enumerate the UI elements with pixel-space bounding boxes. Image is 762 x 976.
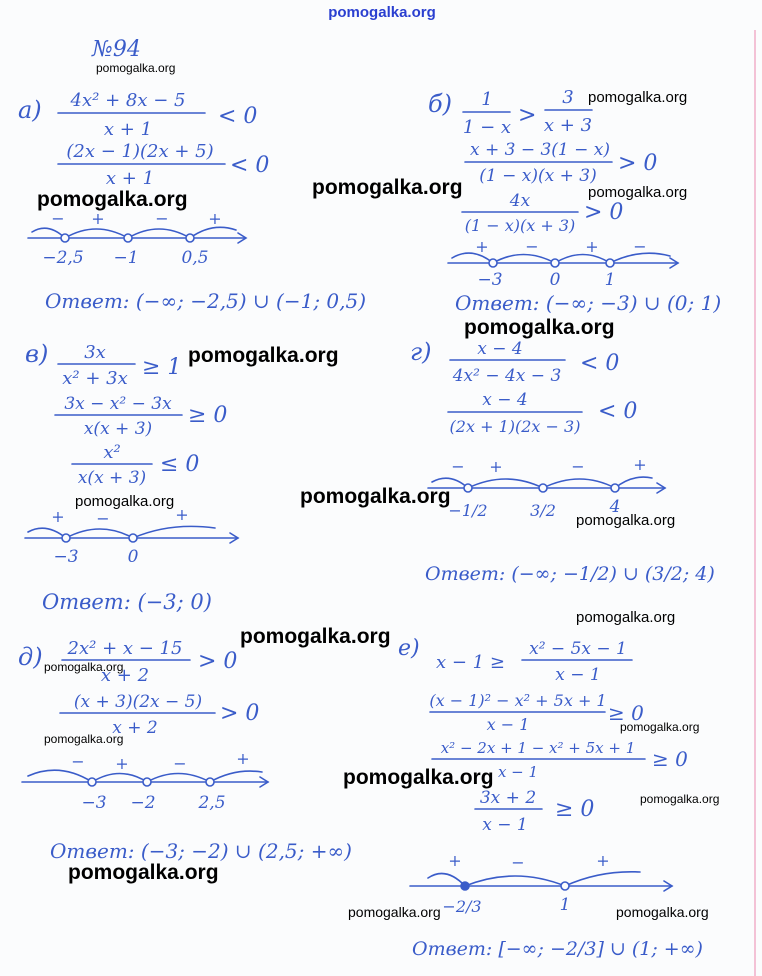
problem-number: №94 [92, 37, 141, 62]
answer: Ответ: (−∞; −2,5) ∪ (−1; 0,5) [45, 289, 367, 313]
part-label: г) [410, 338, 432, 366]
sign: + [115, 754, 129, 773]
number-line [22, 749, 268, 813]
watermark: pomogalka.org [343, 766, 494, 789]
sign: − [173, 754, 187, 773]
watermark: pomogalka.org [576, 609, 676, 626]
relation: ≥ 1 [142, 355, 182, 380]
watermark: pomogalka.org [588, 89, 688, 106]
numerator: 4x² + 8x − 5 [70, 90, 186, 111]
part-v [25, 340, 238, 614]
relation: ≥ 0 [652, 747, 688, 771]
denominator: (1 − x)(x + 3) [464, 216, 576, 235]
sign: + [51, 507, 65, 526]
watermark: pomogalka.org [312, 176, 463, 199]
watermark: pomogalka.org [44, 732, 124, 746]
point-label: −2/3 [442, 897, 482, 916]
point-label: −2 [130, 793, 156, 813]
sign: − [155, 209, 169, 228]
point-label: 0,5 [181, 248, 209, 268]
watermark: pomogalka.org [75, 493, 175, 510]
watermark: pomogalka.org [464, 316, 615, 339]
sign: + [448, 851, 462, 870]
sign: + [91, 209, 105, 228]
denominator: x − 1 [497, 763, 539, 781]
watermark: pomogalka.org [37, 188, 188, 211]
point-label: 0 [127, 547, 139, 567]
numerator: x − 4 [477, 339, 523, 359]
numerator: 1 [481, 89, 493, 110]
denominator: 1 − x [462, 117, 512, 138]
relation: > [518, 103, 537, 128]
part-label: в) [25, 340, 49, 368]
denominator: x(x + 3) [77, 468, 147, 488]
denominator: x + 3 [543, 115, 593, 136]
answer: Ответ: (−∞; −3) ∪ (0; 1) [455, 291, 722, 315]
sign: − [525, 237, 539, 256]
watermark: pomogalka.org [616, 904, 709, 920]
denominator: x(x + 3) [83, 419, 153, 439]
answer: Ответ: [−∞; −2/3] ∪ (1; +∞) [412, 938, 703, 960]
numerator: x² − 2x + 1 − x² + 5x + 1 [440, 739, 636, 757]
point-label: 4 [609, 497, 621, 517]
point-label: −1 [113, 248, 139, 268]
sign: + [175, 505, 189, 524]
relation: ≥ 0 [188, 403, 228, 428]
part-label: б) [428, 90, 453, 118]
relation: < 0 [218, 104, 258, 129]
watermark: pomogalka.org [44, 660, 124, 674]
numerator: 3 [562, 87, 574, 108]
denominator: x − 1 [482, 815, 528, 835]
part-b [428, 87, 721, 315]
sign: − [451, 457, 465, 476]
lhs: x − 1 ≥ [436, 652, 505, 673]
watermark: pomogalka.org [68, 861, 219, 884]
relation: > 0 [584, 200, 624, 225]
numerator: (x − 1)² − x² + 5x + 1 [429, 691, 607, 710]
number-line [28, 209, 246, 268]
point-label: −3 [53, 547, 79, 567]
numerator: 3x − x² − 3x [64, 394, 172, 414]
denominator: (1 − x)(x + 3) [479, 166, 597, 186]
part-label: а) [18, 96, 42, 124]
denominator: x + 2 [100, 665, 150, 686]
denominator: 4x² − 4x − 3 [452, 366, 562, 386]
sign: + [208, 209, 222, 228]
sign: − [96, 509, 110, 528]
relation: < 0 [230, 153, 270, 178]
numerator: 2x² + x − 15 [67, 638, 183, 659]
denominator: x + 1 [105, 168, 155, 189]
sign: − [71, 752, 85, 771]
part-g [410, 338, 715, 585]
numerator: (x + 3)(2x − 5) [73, 692, 203, 712]
watermark: pomogalka.org [640, 792, 720, 806]
watermark: pomogalka.org [620, 720, 700, 734]
numerator: x + 3 − 3(1 − x) [469, 140, 611, 160]
sign: − [571, 457, 585, 476]
numerator: x² − 5x − 1 [529, 639, 627, 659]
watermark: pomogalka.org [588, 184, 688, 201]
watermark: pomogalka.org [240, 625, 391, 648]
point-label: 1 [559, 895, 571, 915]
relation: < 0 [580, 351, 620, 376]
part-label: е) [398, 636, 420, 661]
number-line [448, 237, 678, 290]
point-label: 3/2 [530, 501, 556, 520]
relation: > 0 [198, 649, 238, 674]
denominator: x − 1 [555, 665, 601, 685]
point-label: −3 [81, 793, 107, 813]
sign: − [511, 853, 525, 872]
sign: + [585, 237, 599, 256]
sign: + [596, 851, 610, 870]
relation: < 0 [598, 399, 638, 424]
point-label: 1 [604, 270, 616, 290]
numerator: x − 4 [482, 390, 528, 410]
point-label: −3 [477, 270, 503, 290]
sign: + [475, 237, 489, 256]
sign: − [51, 209, 65, 228]
watermark: pomogalka.org [96, 61, 176, 75]
relation: > 0 [618, 151, 658, 176]
sign: + [236, 749, 250, 768]
watermark: pomogalka.org [300, 485, 451, 508]
point-label: 2,5 [198, 793, 226, 813]
point-label: −1/2 [448, 501, 488, 520]
part-label: д) [18, 643, 43, 671]
answer: Ответ: (−∞; −1/2) ∪ (3/2; 4) [425, 563, 715, 585]
sign: − [633, 237, 647, 256]
denominator: x − 1 [486, 715, 530, 734]
watermark: pomogalka.org [188, 344, 339, 367]
point-label: 0 [549, 270, 561, 290]
relation: > 0 [220, 701, 260, 726]
denominator: x + 2 [112, 718, 158, 738]
numerator: x² [103, 442, 121, 463]
number-line [25, 505, 238, 567]
denominator: x² + 3x [62, 368, 128, 389]
denominator: x + 1 [103, 119, 153, 140]
number-line [428, 455, 665, 520]
relation: ≥ 0 [555, 797, 595, 822]
answer: Ответ: (−3; 0) [42, 590, 212, 614]
numerator: 4x [509, 191, 531, 211]
numerator: 3x [84, 342, 106, 363]
numerator: 3x + 2 [479, 788, 537, 808]
answer: Ответ: (−3; −2) ∪ (2,5; +∞) [50, 839, 352, 863]
point-label: −2,5 [42, 248, 84, 268]
watermark: pomogalka.org [576, 512, 676, 529]
numerator: (2x − 1)(2x + 5) [66, 141, 214, 162]
relation: ≥ 0 [608, 701, 644, 725]
watermark: pomogalka.org [348, 904, 441, 920]
sign: + [489, 457, 503, 476]
site-header: pomogalka.org [328, 4, 436, 21]
sign: + [633, 455, 647, 474]
relation: ≤ 0 [160, 452, 200, 477]
denominator: (2x + 1)(2x − 3) [449, 417, 581, 436]
